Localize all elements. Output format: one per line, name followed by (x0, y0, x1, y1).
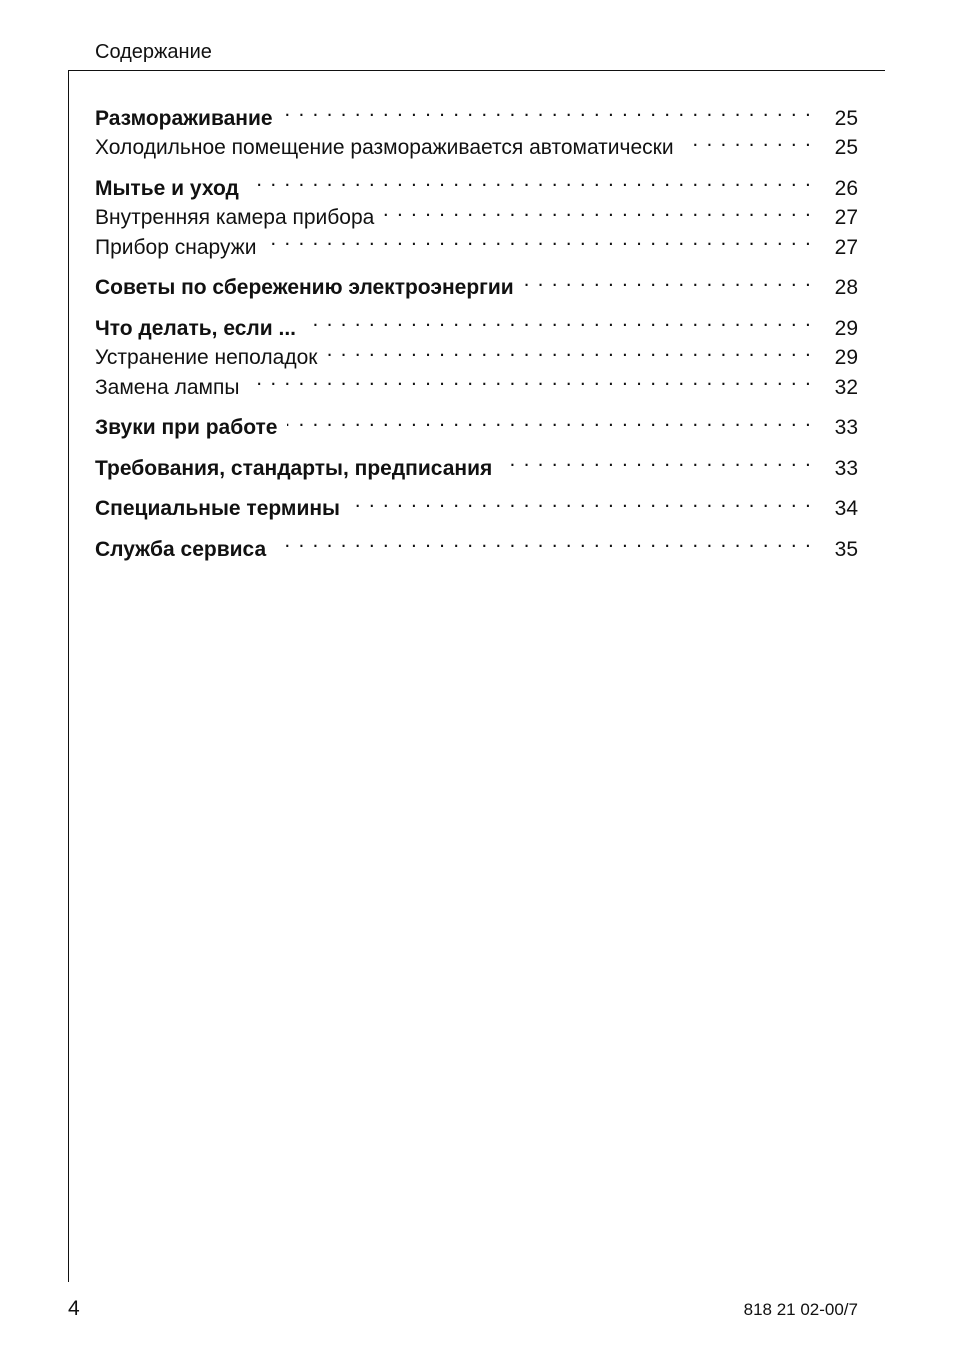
toc-entry-page-number: 33 (834, 456, 858, 480)
toc-dot-leader (306, 305, 812, 335)
toc-group (95, 305, 858, 399)
toc-entry-label: Советы по сбережению электроэнергии (95, 276, 514, 299)
toc-entry-page-number: 32 (834, 375, 858, 399)
table-of-contents (95, 95, 858, 567)
toc-group (95, 405, 858, 439)
footer-document-code: 818 21 02-00/7 (743, 1300, 858, 1319)
page-header-title: Содержание (95, 41, 212, 63)
toc-dot-leader (283, 95, 812, 125)
toc-entry-label: Специальные термины (95, 497, 340, 520)
toc-section-entry[interactable] (95, 305, 858, 340)
toc-group (95, 265, 858, 299)
toc-dot-leader (524, 265, 812, 295)
toc-group (95, 95, 858, 159)
toc-group (95, 165, 858, 259)
toc-entry-label: Звуки при работе (95, 416, 278, 439)
footer-page-number: 4 (68, 1297, 80, 1320)
toc-dot-leader (327, 335, 812, 365)
toc-entry-page-number: 27 (834, 235, 858, 259)
toc-entry-label: Мытье и уход (95, 176, 239, 200)
toc-dot-leader (384, 195, 812, 225)
toc-entry-label: Внутренняя камера прибора (95, 206, 375, 229)
toc-entry-page-number: 29 (834, 346, 858, 369)
toc-entry-page-number: 35 (834, 537, 858, 561)
toc-entry-page-number: 34 (834, 497, 858, 520)
margin-rule (68, 70, 69, 1282)
toc-entry-label: Размораживание (95, 106, 273, 130)
toc-entry-page-number: 28 (834, 276, 858, 299)
toc-entry-page-number: 25 (834, 106, 858, 130)
toc-entry-page-number: 29 (834, 316, 858, 340)
toc-entry-page-number: 27 (834, 206, 858, 229)
toc-entry-page-number: 33 (834, 416, 858, 439)
toc-section-entry[interactable] (95, 265, 858, 299)
toc-dot-leader (287, 405, 812, 435)
toc-section-entry[interactable] (95, 486, 858, 520)
toc-entry-label: Холодильное помещение размораживается автоматически (95, 136, 674, 159)
toc-dot-leader (684, 125, 812, 155)
toc-group (95, 445, 858, 480)
toc-dot-leader (350, 486, 812, 516)
toc-entry-label: Что делать, если ... (95, 316, 296, 340)
toc-entry-label: Служба сервиса (95, 537, 267, 561)
toc-section-entry[interactable] (95, 165, 858, 200)
toc-entry-label: Замена лампы (95, 375, 240, 399)
toc-entry-label: Устранение неполадок (95, 346, 318, 369)
toc-section-entry[interactable] (95, 405, 858, 439)
toc-entry-page-number: 26 (834, 176, 858, 200)
toc-group (95, 526, 858, 561)
toc-dot-leader (502, 445, 812, 475)
toc-dot-leader (276, 526, 812, 556)
toc-entry-label: Прибор снаружи (95, 235, 257, 259)
toc-dot-leader (249, 364, 812, 394)
toc-dot-leader (266, 224, 812, 254)
header-rule (68, 70, 885, 71)
toc-dot-leader (249, 165, 812, 195)
toc-section-entry[interactable] (95, 445, 858, 480)
toc-section-entry[interactable] (95, 526, 858, 561)
toc-group (95, 486, 858, 520)
toc-entry-label: Требования, стандарты, предписания (95, 456, 493, 480)
toc-entry-page-number: 25 (834, 136, 858, 159)
toc-section-entry[interactable] (95, 95, 858, 130)
